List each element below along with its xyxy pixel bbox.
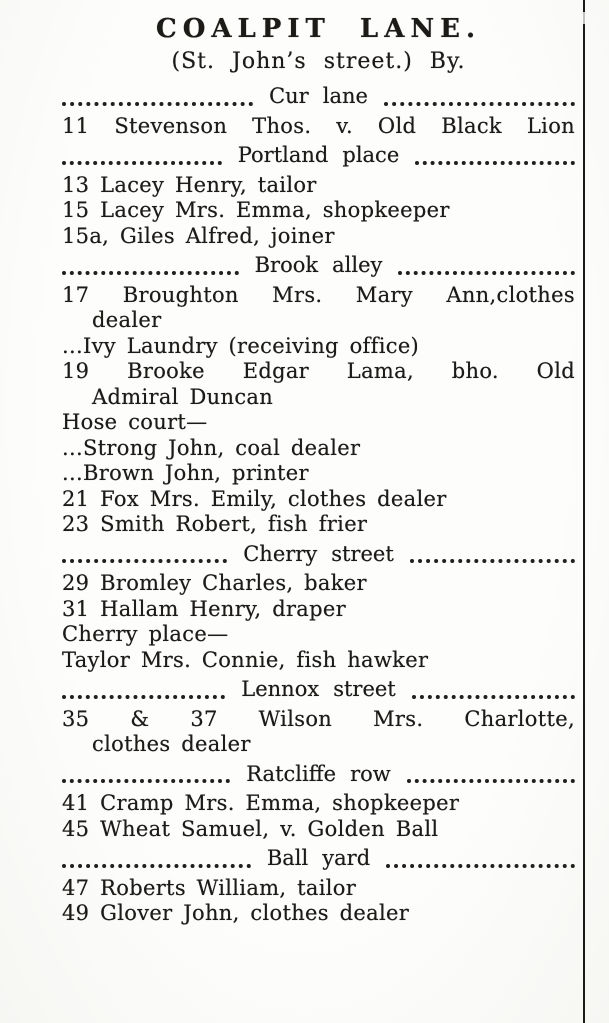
street-separator <box>62 84 575 110</box>
dotted-leader <box>415 161 575 165</box>
entry-line: 17 Broughton Mrs. Mary Ann,clothes <box>62 282 575 307</box>
dotted-leader <box>62 779 230 783</box>
entry-line: 21 Fox Mrs. Emily, clothes dealer <box>62 486 447 511</box>
entry-continuation-line: dealer <box>92 308 162 332</box>
dotted-leader <box>62 102 253 106</box>
entry-line: 47 Roberts William, tailor <box>62 875 357 900</box>
street-separator <box>62 846 575 872</box>
street-name: Cherry street <box>243 541 394 566</box>
dotted-leader <box>62 271 239 275</box>
directory-entry <box>62 359 575 410</box>
directory-entry <box>62 817 575 843</box>
directory-entry <box>62 114 575 140</box>
entry-line: 23 Smith Robert, fish frier <box>62 512 368 536</box>
directory-entry <box>62 334 575 360</box>
entry-line: Hose court— <box>62 410 208 434</box>
directory-entry <box>62 410 575 436</box>
directory-entry <box>62 571 575 597</box>
street-name: Ball yard <box>266 846 371 870</box>
directory-entry <box>62 487 575 513</box>
entry-line: Cherry place— <box>62 622 229 646</box>
directory-listing <box>62 84 575 927</box>
directory-entry <box>62 198 575 224</box>
directory-entry <box>62 901 575 927</box>
directory-entry <box>62 512 575 538</box>
entry-line: ...Ivy Laundry (receiving office) <box>62 333 420 358</box>
dotted-leader <box>398 271 575 275</box>
directory-entry <box>62 224 575 250</box>
entry-line: 19 Brooke Edgar Lama, bho. Old <box>62 359 575 383</box>
directory-entry <box>62 283 575 334</box>
entry-line: 11 Stevenson Thos. v. Old Black Lion <box>62 113 575 138</box>
dotted-leader <box>62 161 222 165</box>
entry-line: 45 Wheat Samuel, v. Golden Ball <box>62 816 439 841</box>
street-separator <box>62 143 575 169</box>
entry-line: 31 Hallam Henry, draper <box>62 596 346 621</box>
entry-line: 41 Cramp Mrs. Emma, shopkeeper <box>62 791 460 815</box>
street-name: Ratcliffe row <box>246 761 391 786</box>
dotted-leader <box>384 102 575 106</box>
directory-page <box>62 14 575 927</box>
directory-entry <box>62 461 575 487</box>
street-name: Portland place <box>237 143 400 167</box>
entry-line: Taylor Mrs. Connie, fish hawker <box>62 647 429 672</box>
directory-entry <box>62 173 575 199</box>
dotted-leader <box>412 695 575 699</box>
dotted-leader <box>410 559 575 563</box>
page-subtitle: (St. John’s street.) By. <box>171 49 466 74</box>
directory-entry <box>62 791 575 817</box>
street-separator <box>62 253 575 279</box>
directory-entry <box>62 648 575 674</box>
street-name: Cur lane <box>269 84 368 108</box>
entry-line: 49 Glover John, clothes dealer <box>62 901 410 925</box>
entry-line: 15 Lacey Mrs. Emma, shopkeeper <box>62 198 450 222</box>
entry-line: 35 & 37 Wilson Mrs. Charlotte, <box>62 706 575 731</box>
directory-entry <box>62 436 575 462</box>
entry-line: 29 Bromley Charles, baker <box>62 571 367 595</box>
directory-entry <box>62 707 575 758</box>
street-separator <box>62 542 575 568</box>
entry-continuation-line: Admiral Duncan <box>92 384 274 409</box>
street-name: Brook alley <box>254 253 383 277</box>
street-separator <box>62 677 575 703</box>
entry-continuation-line: clothes dealer <box>92 732 251 756</box>
entry-line: ...Strong John, coal dealer <box>62 435 361 460</box>
street-name: Lennox street <box>241 677 396 701</box>
dotted-leader <box>62 695 225 699</box>
dotted-leader <box>62 559 227 563</box>
entry-line: 15a, Giles Alfred, joiner <box>62 223 335 248</box>
dotted-leader <box>407 779 575 783</box>
dotted-leader <box>62 864 251 868</box>
directory-entry <box>62 876 575 902</box>
page-title: COALPIT LANE. <box>156 14 481 44</box>
column-rule <box>583 0 585 1023</box>
directory-entry <box>62 597 575 623</box>
directory-entry <box>62 622 575 648</box>
entry-line: ...Brown John, printer <box>62 461 309 485</box>
dotted-leader <box>386 864 575 868</box>
street-separator <box>62 762 575 788</box>
entry-line: 13 Lacey Henry, tailor <box>62 172 317 197</box>
